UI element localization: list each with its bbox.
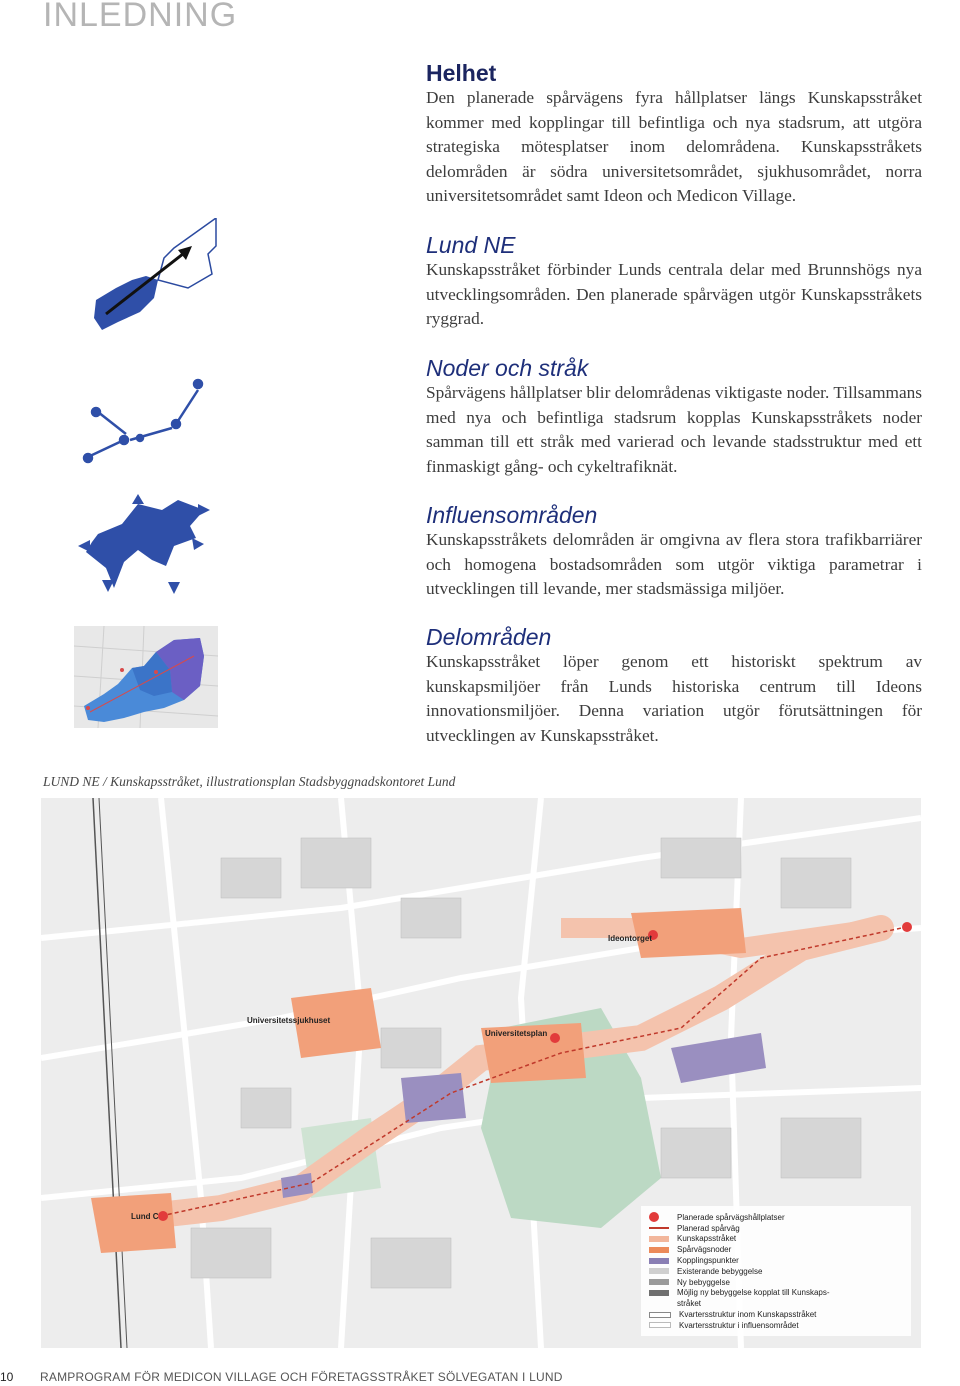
section-text: Kunskapsstråkets delområden är omgivna av flera stora trafikbarriärer och homogena bostadsområden som utgör viktiga parametrar i utvecklingen till levande, mer stadsmässiga miljöer. — [426, 530, 922, 599]
section-text: Spårvägens hållplatser blir delområdenas viktigaste noder. Tillsammans med nya och befintliga stadsrum kopplas Kunskapsstråkets noder samman till ett stråk med varierad och levande stadsstruktur med ett finmaskigt gång- och cykeltrafiknät. — [426, 383, 922, 476]
section-noder-och-strak — [426, 355, 922, 479]
legend-item: Kvartersstruktur inom Kunskapsstråket — [649, 1309, 899, 1320]
lund-ne-arrow-icon — [88, 218, 220, 334]
legend-item: Spårvägsnoder — [649, 1244, 899, 1255]
legend-item: Kunskapsstråket — [649, 1234, 899, 1245]
delomraden-map-icon — [74, 626, 218, 728]
section-text: Kunskapsstråket löper genom ett historiskt spektrum av kunskapsmiljöer från Lunds historiska centrum till Ideons innovationsmiljöer. Denna variation utgör förutsättningen för utvecklingen av Kunskapsstråket. — [426, 652, 922, 745]
influensomraden-icon — [78, 494, 212, 594]
legend-item: Kvartersstruktur i influensområdet — [649, 1320, 899, 1331]
section-heading: INLEDNING — [43, 0, 238, 34]
map-label-lund-c: Lund C — [131, 1212, 159, 1221]
legend-item: stråket — [677, 1299, 702, 1309]
section-title: Lund NE — [426, 232, 516, 258]
section-title: Influensområden — [426, 502, 598, 528]
page-number: 10 — [0, 1370, 14, 1384]
section-title: Delområden — [426, 624, 552, 650]
legend-item: Möjlig ny bebyggelse kopplat till Kunskaps- — [649, 1288, 899, 1299]
section-text: Kunskapsstråket förbinder Lunds centrala delar med Brunnshögs nya utvecklingsområden. Den planerade spårvägen utgör Kunskapsstråkets ryggrad. — [426, 260, 922, 329]
section-lund-ne — [426, 232, 922, 332]
legend-item: Planerade spårvägshållplatser — [649, 1212, 899, 1223]
legend-item: Planerad spårväg — [649, 1223, 899, 1234]
legend-item: Ny bebyggelse — [649, 1277, 899, 1288]
section-helhet — [426, 60, 922, 209]
illustration-plan-map — [41, 798, 921, 1348]
map-label-universitetsplan: Universitetsplan — [485, 1029, 548, 1038]
section-text: Den planerade spårvägens fyra hållplatser längs Kunskapsstråket kommer med kopplingar till befintliga och nya stadsrum, att utgöra strategiska mötesplatser inom delområdena. Kunskapsstråkets delområden är södra universitetsområdet, sjukhusområdet, norra universitetsområdet samt Ideon och Medicon Village. — [426, 88, 922, 206]
map-caption: LUND NE / Kunskapsstråket, illustrationsplan Stadsbyggnadskontoret Lund — [43, 774, 456, 789]
section-title: Noder och stråk — [426, 355, 589, 381]
section-delomraden — [426, 624, 922, 748]
section-title: Helhet — [426, 60, 497, 86]
map-legend — [649, 1212, 899, 1331]
tram-stop-icon — [649, 1212, 659, 1222]
legend-item: Kopplingspunkter — [649, 1255, 899, 1266]
map-label-ideontorget: Ideontorget — [608, 934, 652, 943]
legend-item: Existerande bebyggelse — [649, 1266, 899, 1277]
section-influensomraden — [426, 502, 922, 602]
map-label-universitetssjukhuset: Universitetssjukhuset — [247, 1016, 331, 1025]
noder-strak-icon — [80, 376, 210, 466]
footer-title: RAMPROGRAM FÖR MEDICON VILLAGE OCH FÖRETAGSSTRÅKET SÖLVEGATAN I LUND — [40, 1370, 563, 1384]
